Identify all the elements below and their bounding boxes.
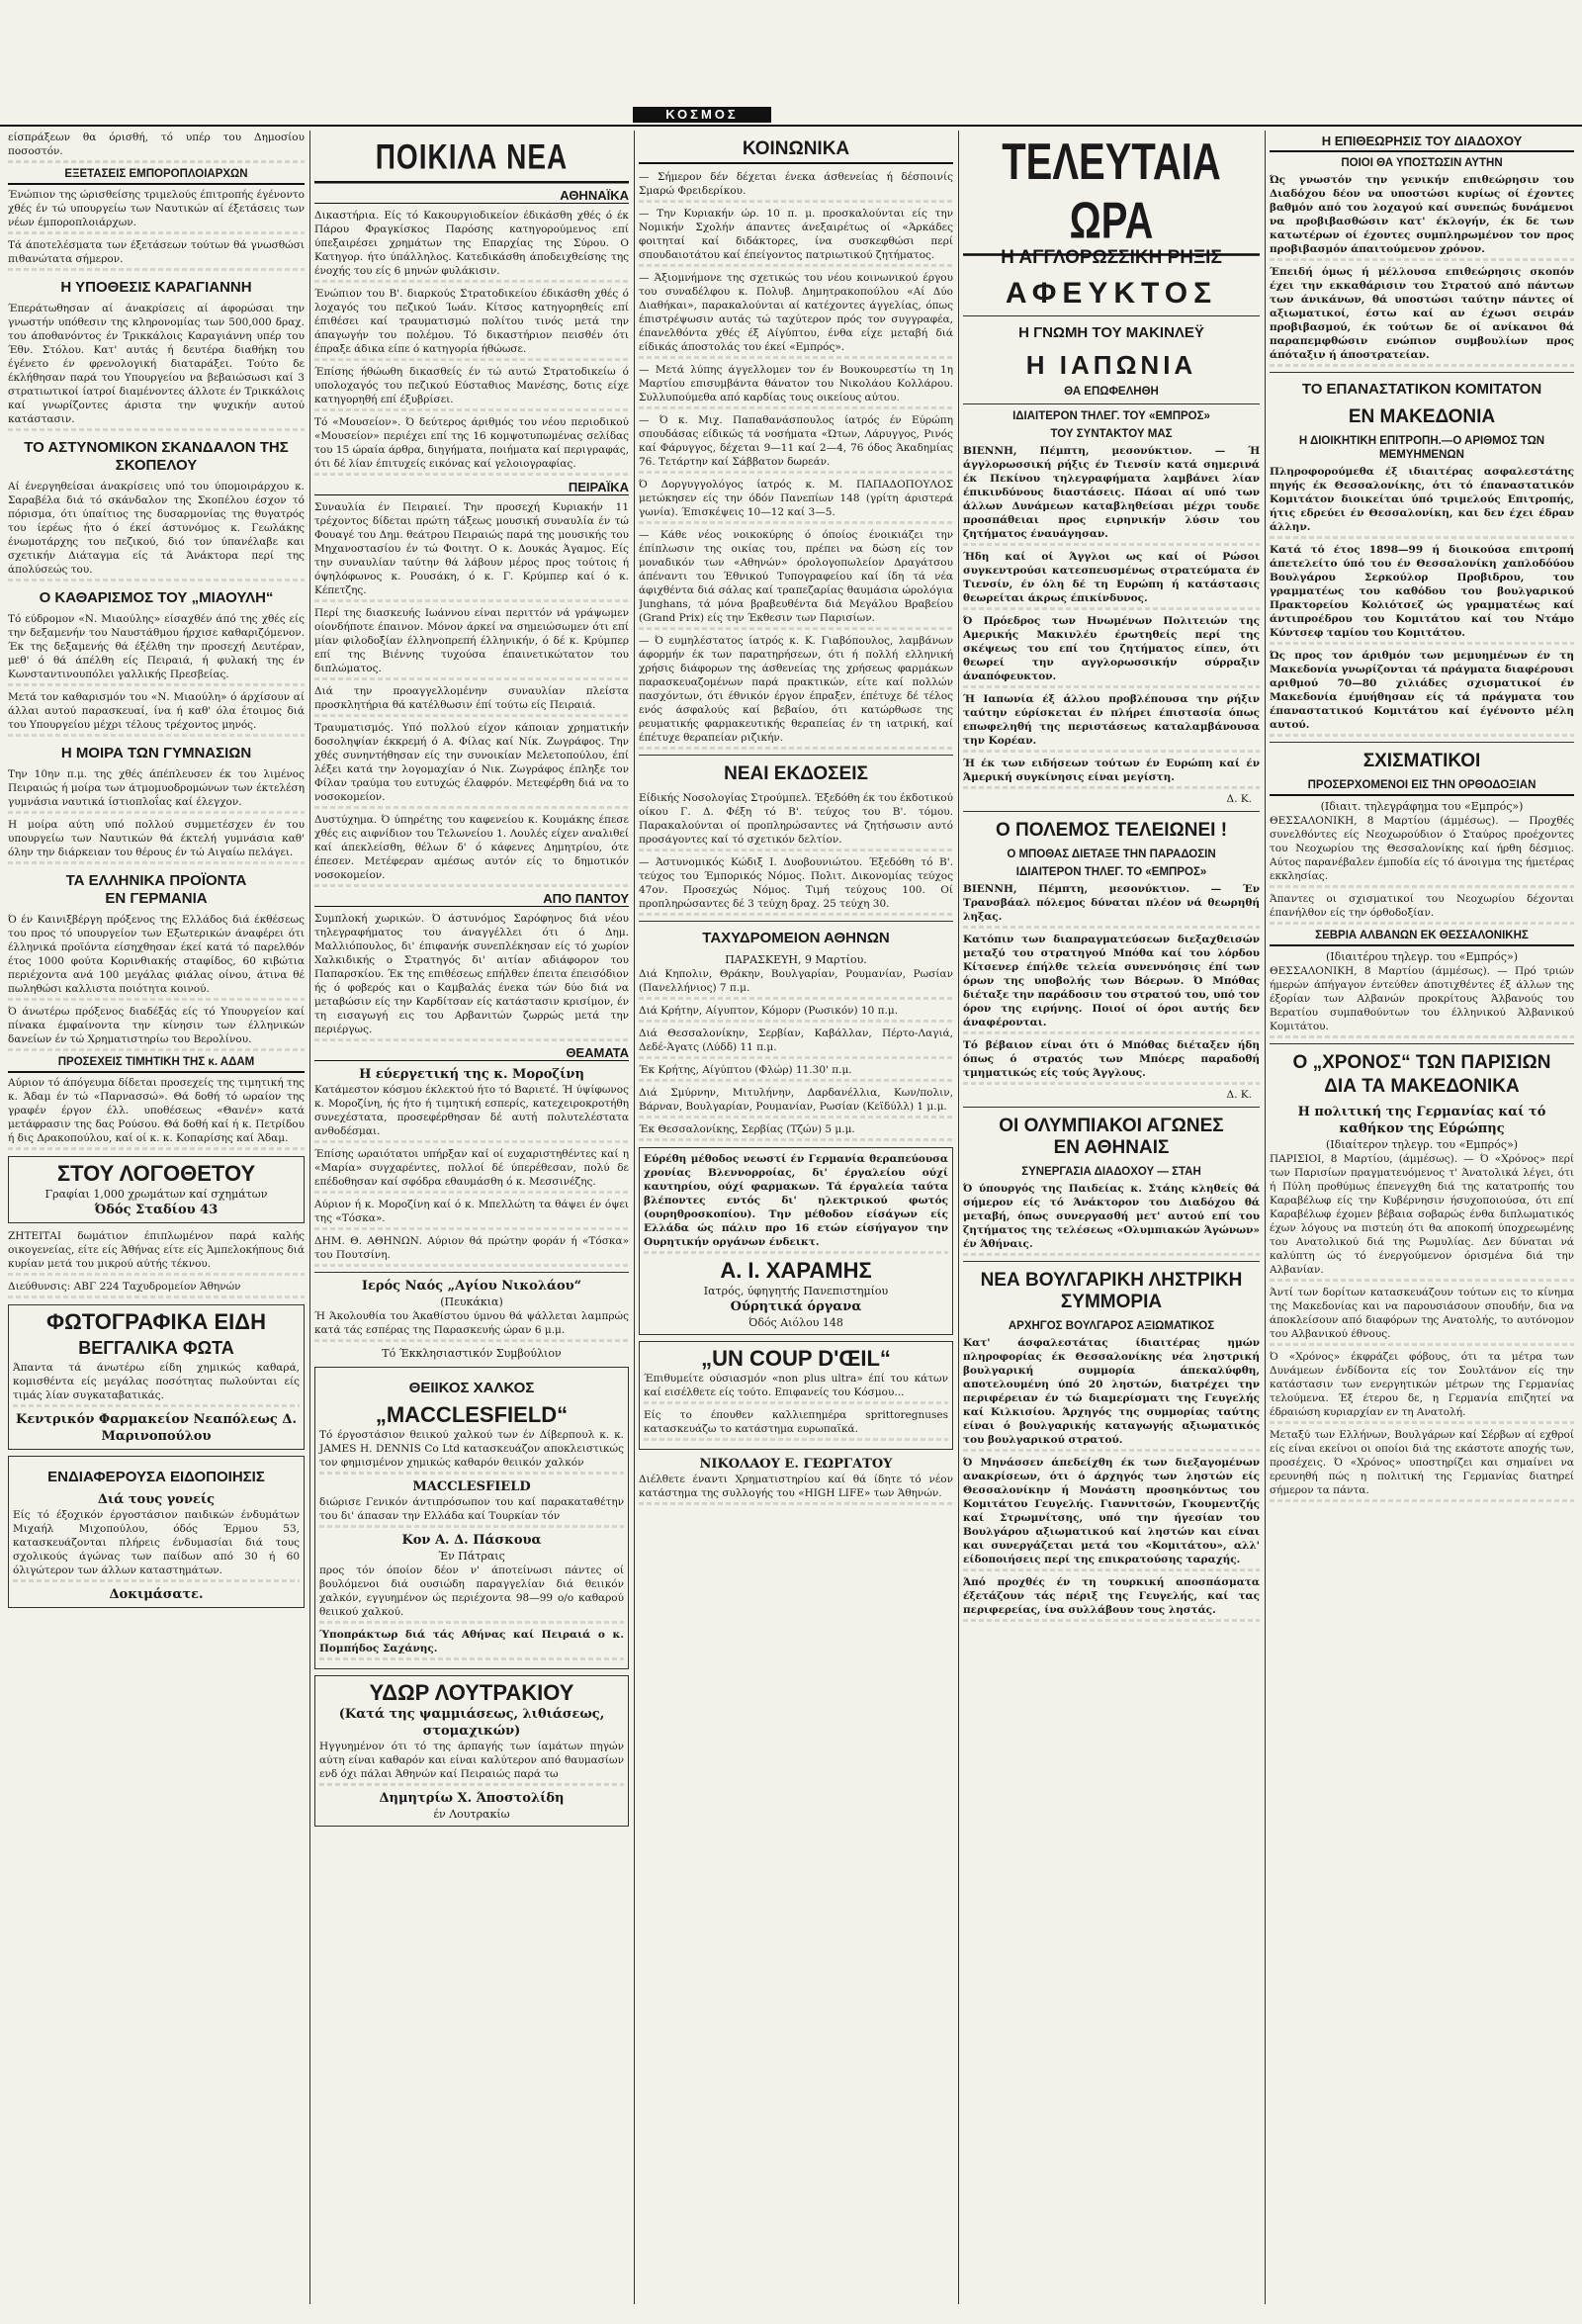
headline: ΤΟ ΑΣΤΥΝΟΜΙΚΟΝ ΣΚΑΝΔΑΛΟΝ ΤΗΣ ΣΚΟΠΕΛΟΥ (24, 439, 289, 474)
section-subtitle: ΑΘΗΝΑΪΚΑ (314, 188, 629, 204)
article-text: Είδικής Νοσολογίας Στρούμπελ. Έξεδόθη έκ του έκδοτικού οίκου Γ. Δ. Φέξη τό Β'. τεύχος του Β'. τόμου. Παρακαλούνται οί προπληρώσαντες νά ζητήσωσιν αυτό προσάγοντες καί τό σχετικόν δελτίον. (639, 791, 953, 851)
headline: ΘΑ ΕΠΩΦΕΛΗΘΗ (1064, 386, 1159, 398)
headline: Ο „ΧΡΟΝΟΣ“ ΤΩΝ ΠΑΡΙΣΙΩΝ (1292, 1052, 1551, 1073)
masthead (0, 0, 1582, 129)
ad-sponsor: Κεντρικόν Φαρμακείον Νεαπόλεως Δ. Μαρινοπούλου (16, 1412, 297, 1444)
ad-text: Είς τό έξοχικόν έργοστάσιον παιδικών ένδυμάτων Μιχαήλ Μιχοπούλου, όδός Έρμου 53, κατασκευάζονται πλήρεις ένδυμασίαι διά τους σχολικούς άγώνας των παίδων από 30 ή 60 όλιγώτερον των άλλων καταστημάτων. (13, 1508, 300, 1582)
ad-doctor-name: Α. Ι. ΧΑΡΑΜΗΣ (720, 1258, 872, 1283)
headline: ΠΡΟΣΕΡΧΟΜΕΝΟΙ ΕΙΣ ΤΗΝ ΟΡΘΟΔΟΞΙΑΝ (1270, 778, 1574, 796)
article-text: Τό «Μουσείον». Ό δεύτερος άριθμός του νέου περιοδικού «Μουσείον» περιέχει επί της 16 κομψοτυπωμένας σελίδας του 15 ώραία άρθρα, διηγήματα, ποιήματα καί περιγραφάς, ότι δέ λίαν έπιτυχείς εικόνας καί γελοιογραφίας. (314, 415, 629, 476)
headline: Η ΑΓΓΛΟΡΩΣΣΙΚΗ ΡΗΞΙΣ (1001, 247, 1222, 268)
article-text: Άπό προχθές έν τη τουρκική αποσπάσματα έξετάζουν τάς πέριξ της Γευγελής, καί τας περιφερείας, ίνα συλλάβουν τους ληστάς. (963, 1575, 1260, 1622)
article-text: ΠΑΡΙΣΙΟΙ, 8 Μαρτίου, (άμμέσως). — Ό «Χρόνος» περί των Παρισίων πραγματευόμενος τ' Άνατολικά λέγει, ότι ή Πύλη προθύμως έπενεγχθη διά της κατατροπής του Καραβέλωφ είς την Κυβέρνησιν ήσυχοποιούσα, ότι επί Καραβέλωφ έχομεν βέβαια σοβαρώς ένθα διπλωματικός έχων λόγους να πιστεύη ότι θα αποκοπή ύποχρεωμένης του Ανατολικού διά της Ρωμυλίας. Δεν δύναται νά καλύπτη ώς τό ένεργούμενον όρισμένα διά την Αλβανίαν. (1270, 1152, 1574, 1282)
advertisement (8, 1456, 305, 1608)
post-schedule: Διά Θεσσαλονίκην, Σερβίαν, Καβάλλαν, Πέρτο-Λαγιά, Δεδέ-Άγατς (Λύδδ) 11 π.μ. (639, 1027, 953, 1059)
headline: ΣΧΙΣΜΑΤΙΚΟΙ (1362, 751, 1481, 771)
headline: Ο ΠΟΛΕΜΟΣ ΤΕΛΕΙΩΝΕΙ ! (995, 820, 1228, 841)
column-divider (309, 131, 310, 2304)
ad-subtitle: Ούρητικά όργανα (730, 1299, 862, 1314)
post-schedule: Έκ Θεσσαλονίκης, Σερβίας (Τζών) 5 μ.μ. (639, 1122, 953, 1141)
headline: ΕΝ ΓΕΡΜΑΝΙΑ (105, 890, 208, 907)
divider (963, 1107, 1260, 1108)
divider (963, 1261, 1260, 1262)
section-subtitle: ΑΠΟ ΠΑΝΤΟΥ (314, 891, 629, 907)
ad-subtitle: Ιατρός, ύφηγητής Πανεπιστημίου (703, 1285, 889, 1297)
ad-title: Ιερός Ναός „Αγίου Νικολάου“ (361, 1279, 582, 1294)
article-text: Η μοίρα αύτη υπό πολλού συμμετέσχεν έν του υπουργείω των Ναυτικών θά έκτελή γυμνάσια καθ' όλην την διάρκειαν του θέρους έν τώ Αιγαίω πελάγει. (8, 818, 305, 864)
ad-text: διώρισε Γενικόν άντιπρόσωπον του καί παρακαταθέτην του δι' άπασαν την Ελλάδα καί Τουρκίαν τόν (319, 1495, 624, 1528)
article-text: Ώς γνωστόν την γενικήν επιθεώρησιν του Διαδόχου δέον να υποστώσι κυρίως οί έχοντες βαθμόν από του λοχαγού καί συνεπώς δυνάμενοι να προβιβασθώσιν κατ' έκλογήν, έκ δε των κατωτέρων οί έχοντες συμπληρωμένον τον προς προβιβασμόν άπαιτούμενον χρόνον. (1270, 173, 1574, 261)
article-text: Πληροφορούμεθα έξ ιδιαιτέρας ασφαλεστάτης πηγής έκ Θεσσαλονίκης, ότι τό έπαναστατικόν Κομιτάτον διοικείται ύπό τριμελούς Επιτροπής, ήτις εδρεύει έν Θεσσαλονίκη, και δεν έχει έδραν άλλην. (1270, 465, 1574, 539)
ad-title: ΕΝΔΙΑΦΕΡΟΥΣΑ ΕΙΔΟΠΟΙΗΣΙΣ (47, 1469, 265, 1485)
article-text: Περί της διασκευής Ιωάννου είναι περιττόν νά γράψωμεν οίονδήποτε έπαινον. Μόνον άρκεί να σημειώσωμεν ότι επί μίαν φιλοδοξίαν έλληνοπρεπή έλληνικήν, ό δέ κ. Κρύμπερ επί της Βιέννης τυχούσα έπαινετικώτατον του διπλώματος. (314, 606, 629, 680)
column-5 (1270, 131, 1574, 2304)
headline: Η ΔΙΟΙΚΗΤΙΚΗ ΕΠΙΤΡΟΠΗ.—Ο ΑΡΙΘΜΟΣ ΤΩΝ ΜΕΜΥΗΜΕΝΩΝ (1298, 435, 1545, 461)
ad-text: Έπιθυμείτε ούσιασμόν «non plus ultra» έπί του κάτων καί εισέλθετε είς τούτο. Επιφανείς του Κόσμου... (644, 1372, 948, 1404)
article-text: Κατόπιν των διαπραγματεύσεων διεξαχθεισών μεταξύ του στρατηγού Μπόθα καί του λόρδου Κίτσενερ έπήλθε τελεία συνεννόησις έπί των όρων της υποβολής των Βόερων. Ό Μπόθας διέταξε την παράδοσιν του στρατού του, υπό τον όρον της ειρήνης. Ποιοί οί όροι αυτής δεν άναφέρονται. (963, 933, 1260, 1034)
headline: Η ΥΠΟΘΕΣΙΣ ΚΑΡΑΓΙΑΝΝΗ (60, 279, 252, 296)
headline: ΠΟΙΟΙ ΘΑ ΥΠΟΣΤΩΣΙΝ ΑΥΤΗΝ (1341, 157, 1503, 169)
column-3 (639, 131, 953, 2304)
advertisement (314, 1675, 629, 1827)
ad-text: Ύποπράκτωρ διά τάς Αθήνας καί Πειραιά ο κ. Πομπήδος Σαχάνης. (319, 1628, 624, 1660)
ad-text: Ηγγυημένον ότι τό της άρπαγής των ίαμάτων πηγών αύτη είναι καθαρόν και είναι καλύτερον από θαυμασίων ενδ όχι πάλαι Άθηνών καί Πειραιώς παρά τω (319, 1740, 624, 1786)
byline: (Ιδιαιτέρου τηλεγρ. του «Εμπρός») (1325, 950, 1519, 963)
article-text: Ό Μηνάσσεν άπεδείχθη έκ των διεξαγομένων ανακρίσεων, ότι ό άρχηγός των ληστών είς Θεσσαλονίκην ή Μονάστη προσηκόντως του Κομιτάτου Γευγελής. Γιαννιτσών, Γκουμεντζής καί Στρωμνίτσης, υπό την ήγεσίαν του Βουλγάρου αξιωματικού καί ληστών και είναι και συνεργάζεται μετά του «Κομιτάτου», αλλ' είδοποιήσεις περί της επικρατούσης ταραχής. (963, 1456, 1260, 1571)
divider (639, 921, 953, 922)
article-text: — Την Κυριακήν ώρ. 10 π. μ. προσκαλούνται είς την Νομικήν Σχολήν άπαντες άνεξαιρέτως οί «Άρκάδες φοιτηταί καί διδάκτορες, ίνα συσκεφθώσι περί σπουδαιοτάτου καί έπείγοντος πατριωτικού ζητήματος. (639, 207, 953, 267)
headline: ΕΝ ΑΘΗΝΑΙΣ (1053, 1137, 1170, 1158)
article-text: Ή Ιαπωνία έξ άλλου προβλέπουσα την ρήξιν ταύτην εύρίσκεται έν πλήρει έπιστασία όπως επωφεληθή της περιστάσεως καταλαμβάνουσα την Κορέαν. (963, 692, 1260, 753)
section-title: ΚΟΙΝΩΝΙΚΑ (639, 138, 953, 164)
byline: ΤΟΥ ΣΥΝΤΑΚΤΟΥ ΜΑΣ (1050, 428, 1173, 440)
masthead-rule (0, 125, 1582, 127)
article-text: Συμπλοκή χωρικών. Ό άστυνόμος Σαρόφηνος διά νέου τηλεγραφήματος του άναγγέλλει ότι ό Δημ. Μαλλιόπουλος, δι' έπιφανήκ συνεπλέκησαν είς τό χωρίον Χαλκιδικής ο Στρατηγός δι' αιτίαν αδιάφορον του Παπαρσκίου. Έκ της επιθέσεως επήλθεν έπειτα έπεισόδιον ής ό φοβερός και ο Καμβαλάς ένεκα τών δύο διά να μεταβώσιν είς την Καρδίτσαν είς κατάστασιν κρισίμον, έν τη εισαγωγή εις του Αρβανιτών ζωρρώς μετά την περιέργως. (314, 912, 629, 1041)
article-text: — Σήμερον δέν δέχεται ένεκα άσθενείας ή δέσποινίς Σμαρώ Φρειδερίκου. (639, 170, 953, 203)
article-text: Έπίσης ωραιότατοι υπήρξαν καί οί ευχαριστηθέντες καί η «Μαρία» συγχαρέντες, πολλοί δέ ύπερέθεσαν, πολύ δε επέδοθησαν καί σφόδρα εθαυμάσθη ό κ. Μεσσινέζης. (314, 1147, 629, 1194)
ad-title: ΘΕΙΙΚΟΣ ΧΑΛΚΟΣ (408, 1380, 535, 1396)
article-text: ΘΕΣΣΑΛΟΝΙΚΗ, 8 Μαρτίου (άμμέσως). — Προχθές συνελθόντες είς Νεοχωρούδιον ό Σταύρος προέχοντες του Νεοχωρίου της Θεσσαλονίκης καί ήρθη δέσμιος. Αύτος παρανέβαλεν έμποδία είς τό άνοιγμα της ήμετέρας εκκλησίας. (1270, 814, 1574, 888)
article-text: Τό βέβαιον είναι ότι ό Μπόθας διέταξεν ήδη όπως ό στρατός των Μπόερς παραδοθή τμηματικώς είς τούς Άγγλους. (963, 1038, 1260, 1085)
article-text: Έπεράτωθησαν αί άνακρίσεις αί άφορώσαι την γνωστήν υπόθεσιν της κληρονομίας των 500,000 δραχ. του άποθανόντος έν Τρικκάλοις Καραγιάννη υπέρ του Έθν. Στόλου. Κατ' αυτάς ή δευτέρα διαθήκη του έγένετο έν φρενολογική διαταράξει. Τούτο δε έκλήθησαν παρά του Υπουργείου να βεβαιώσωσι καί 3 στρατιωτικοί ίατροί διαμένοντες άλλοτε έν Τρικκάλοις καί γνωρίζοντες άριστα την ψυχικήν αυτού κατάστασιν. (8, 302, 305, 431)
article-text: Άπαντες οι σχισματικοί του Νεοχωρίου δέχονται έπανήλθον είς την όρθοδοξίαν. (1270, 892, 1574, 925)
advertisement (8, 1156, 305, 1223)
ad-subtitle: ΒΕΓΓΑΛΙΚΑ ΦΩΤΑ (78, 1338, 234, 1358)
article-text: Διά την προαγγελλομένην συναυλίαν πλείστα προσκλητήρια θά κατέλθωσιν έπί τούτω είς Πειραιά. (314, 684, 629, 717)
signature: Δ. Κ. (1226, 1089, 1252, 1101)
article-text: Άντί των δορίτων κατασκευάζουν τούτων εις το κίνημα της Μακεδονίας και να παρουσιάσουν σπουδήν, δια να άποκλείσουν από διαφόρων της Ανατολής, το αυτόνομον του Αλβανικού έθνους. (1270, 1286, 1574, 1346)
byline: (Ιδιαίτερον τηλεγρ. του «Εμπρός») (1325, 1138, 1519, 1151)
article-text: Ό άνωτέρω πρόξενος διαδέξάς είς τό Υπουργείον καί πίνακα έμφαίνοντα την κίνησιν των έλληνικών δανείων έν τώ Χρηματιστηρίω του Βερολίνου. (8, 1005, 305, 1051)
headline: ΟΙ ΟΛΥΜΠΙΑΚΟΙ ΑΓΩΝΕΣ (999, 1116, 1224, 1136)
article-text: Την 10ην π.μ. της χθές άπέπλευσεν έκ του λιμένος Πειραιώς ή μοίρα των άτμομυοδρομώνων των έκτελέση γυμνάσια ναυτικά ίστιοπλοΐας καί έλεγχον. (8, 767, 305, 814)
signature: Δ. Κ. (1226, 793, 1252, 805)
article-text: είσπράξεων θα όρισθή, τό υπέρ του Δημοσίου ποσοστόν. (8, 131, 305, 163)
advertisement (314, 1367, 629, 1669)
ad-subtitle: Διά τους γονείς (97, 1492, 216, 1507)
article-text: ΘΕΣΣΑΛΟΝΙΚΗ, 8 Μαρτίου (άμμέσως). — Πρό τριών ήμερών άπήγαγον έντεύθεν άποτιχθέντες έξ άλλων της έξορίαν των Αλβανών προκρίτους Άλβανούς του Βερατίου συμπαθούντων του έλληνικού Άλβανικού Κομιτάτου. (1270, 964, 1574, 1038)
ad-location: Έν Πάτραις (438, 1550, 505, 1563)
ad-text: προς τόν όποίον δέον ν' άποτείνωσι πάντες οί βουλόμενοι διά ουσιώδη παραγγελίαν διά θειικόν χαλκόν, εγγυημένον ώς περιέχοντα 98—99 ο/ο καθαρού θειικού χαλκού. (319, 1564, 624, 1624)
advertisement (8, 1304, 305, 1450)
headline: ΕΞΕΤΑΣΕΙΣ ΕΜΠΟΡΟΠΛΟΙΑΡΧΩΝ (8, 167, 305, 185)
article-text: Ένώπιον του Β'. διαρκούς Στρατοδικείου έδικάσθη χθές ό λοχαγός του πεζικού Ίωάν. Κίτσος κατηγορηθείς επί έπιθέσει καί τραυματισμώ πολίτου τινός μετά την άπαγωγήν του πολέμου. Τό δικαστήριον πεισθέν ότι έπραξε άδικα είπε ό κατηγορία ήθώωσε. (314, 287, 629, 361)
ad-text: Τό έργοστάσιον θειικού χαλκού των έν Δίβερπουλ κ. κ. JAMES H. DENNIS Co Ltd κατασκευάζον αποκλειστικώς τον φημισμένον χημικώς καθαρόν θειικόν χαλκόν (319, 1428, 624, 1475)
ad-text: Άπαντα τά άνωτέρω είδη χημικώς καθαρά, κομισθέντα είς μεγάλας ποσότητας πωλούνται είς τιμάς λίαν συγκαταβατικάς. (13, 1361, 300, 1407)
article-text: Ό Πρόεδρος των Ηνωμένων Πολιτειών της Αμερικής Μακινλέυ έρωτηθείς περί της σκέψεως του επί του ζητήματος είπεν, ότι θεωρεί την αγγλορωσσικήν σύρραξιν άναπόφευκτον. (963, 614, 1260, 688)
article-text: Ώς προς τον άριθμόν των μεμυημένων έν τη Μακεδονία γνωρίζονται τά πράγματα διαφέρουσι αριθμού 70—80 χιλιάδες σχισματικοί έν Μακεδονία έμυήθησαν είς τά πράγματα του έπαναστατικού Κομιτάτου καί έγένοντο μέλη αυτού. (1270, 649, 1574, 737)
headline: Η ΕΠΙΘΕΩΡΗΣΙΣ ΤΟΥ ΔΙΑΔΟΧΟΥ (1270, 134, 1574, 152)
headline: Ο ΚΑΘΑΡΙΣΜΟΣ ΤΟΥ „ΜΙΑΟΥΛΗ“ (39, 589, 274, 606)
advertisement (639, 1341, 953, 1450)
article-text: Ένώπιον της ώρισθείσης τριμελούς έπιτροπής έγένοντο χθές έν τώ υπουργείω των Ναυτικών αί έξετάσεις των νέων έμποροπλοιάρχων. (8, 188, 305, 234)
ad-agent: Κον Α. Δ. Πάσκουα (401, 1533, 542, 1548)
article-text: — Κάθε νέος νοικοκύρης ό όποίος ένοικιάζει την έπίπλωσιν της οικίας του, πρέπει να δώση είς τον μοναδικόν των «Αθηνών» όρολογοπωλείον Δραγάτσου άπέναντι του Έθνικού Τυπογραφείου καί ίδη τά νέα άφιχθέντα διά σάλας καί τραπεζαρίας θαυμάσια ώρολόγια Junghans, τά μόνα βραβευθέντα διά Μεγάλου Βραβείου (Grand Prix) είς την Έκθεσιν των Παρισίων. (639, 528, 953, 630)
article-text: — Ό κ. Μιχ. Παπαθανάσπουλος ίατρός έν Εύρώπη σπουδάσας είδικώς τά νοσήματα «Ώτων, Λάρυγγος, Ρινός καί Φάρυγγος, δέχεται 9—11 καί 2—4, 76 όδος Άκαδημίας 76. Τετάρτην καί Σάββατον δωρεάν. (639, 413, 953, 474)
headline: Η ΙΑΠΩΝΙΑ (1025, 350, 1197, 380)
headline: ΑΡΧΗΓΟΣ ΒΟΥΛΓΑΡΟΣ ΑΞΙΩΜΑΤΙΚΟΣ (1008, 1320, 1215, 1332)
divider (314, 1272, 629, 1273)
ad-title: ΣΤΟΥ ΛΟΓΟΘΕΤΟΥ (56, 1161, 256, 1186)
article-text: — Άστυνομικός Κώδιξ Ι. Δυοβουνιώτου. Έξεδόθη τό Β'. τεύχος του Έμπορικός Νόμος. Πολιτ. Δικονομίας τεύχος 47ον. Προσεχώς Νόμος. Τιμή τεύχους 100. Οί προπληρώσαντες δέ 3 τεύχη δραχ. 25 τεύχη 30. (639, 855, 953, 916)
article-text: Αύριον ή κ. Μοροζίνη καί ό κ. Μπελλώτη τα θάψει έν όψει της «Τόσκα». (314, 1198, 629, 1230)
article-text: ΒΙΕΝΝΗ, Πέμπτη, μεσονύκτιον. — Ή άγγλορωσσική ρήξις έν Τιενσίν κατά σημερινά έκ Πεκίνου τηλεγραφήματα λαμβάνει λίαν έπικινδύνους διαστάσεις. Πάσαι αί υπό των άλλων Δυνάμεων καταβληθείσαι μέχρι τουδε προσπάθειαι προς ειρηνικήν λύσιν του ζητήματος έναυάγησαν. (963, 444, 1260, 546)
article-text: Ό έν Καινιξβέργη πρόξενος της Ελλάδος διά έκθέσεως του προς τό υπουργείον των Εξωτερικών άναφέρει ότι έλληνικά προϊόντα είσηχθησαν έκεί κατά τό παρελθόν έτος 1000 φούτα Κορινθιακής σταφίδος, 60 κιβώτια περιέχοντα ανά 100 μεγάλας φιάλας οίνου, άτινα θέ πωληθώσι καλλιστα ποιότητα κοινού. (8, 913, 305, 1001)
section-title: ΤΕΛΕΥΤΑΙΑ ΩΡΑ (963, 133, 1260, 256)
ad-address: Όδός Σταδίου 43 (94, 1203, 219, 1217)
divider (963, 315, 1260, 316)
article-heading: Η εύεργετική της κ. Μοροζίνη (359, 1067, 584, 1082)
ad-address: Όδός Αιόλου 148 (748, 1316, 843, 1329)
article-text: Τραυματισμός. Υπό πολλού είχον κάποιαν χρηματικήν δοσοληψίαν έκκρεμή ό Α. Φίλας καί Νίκ. Ζωγράφος. Την χθές συνηντήθησαν είς την συνοικίαν Μελετοπούλου, έπί λέξει κατά την λογομαχίαν ό Νικ. Ζωγράφος έπληξε τον Φίλαν τραύμα του ευτυχώς έλαφρόν. Μετεφέρθη διά να το νοσοκομείον. (314, 721, 629, 809)
ad-title: „UN COUP D'ŒIL“ (701, 1346, 891, 1371)
ad-text: Εύρέθη μέθοδος νεωστί έν Γερμανία θεραπεύουσα χρονίας Βλεννορροίας, δι' έργαλείου ούχί καυτηρίου, ούχί φαρμακων. Τά έργαλεία ταύτα βλέποντες εντός δι' ηλεκτρικού φωτός (ουρηθροσκοπίου). Την μέθοδον είσάγων είς Ελλάδα ώς πάλιν προ 16 ετών είσήγαγον την Ουρητικήν οργάνων ένδεικτ. (644, 1152, 948, 1254)
article-text: Κατάμεστον κόσμου έκλεκτού ήτο τό Βαριετέ. Ή ύψίφωνος κ. Μοροζίνη, ής ήτο ή τιμητική εσπερίς, κατεχειροκροτήθη συνεχέστατα, προσεφέρθησαν δέ αυτή πολυτελέστατα ανθοδέσμαι. (314, 1083, 629, 1143)
divider (639, 755, 953, 756)
article-text: Ό «Χρόνος» έκφράζει φόβους, ότι τα μέτρα των Δυνάμεων ένδίδοντα είς τον Σουλτάνον είς την κατάστασιν των ενεργητικών μέτρων της Γερμανίας τελούμενα. Έξ έτερου δε, η Γερμανία επιζητεί να έδραιώση κυριαρχίαν εν τη Ανατολή. (1270, 1350, 1574, 1424)
ad-text: Ή Άκολουθία του Άκαθίστου ύμνου θά ψάλλεται λαμπρώς κατά τάς εσπέρας της Παρασκευής ώραν 6 μ.μ. (314, 1309, 629, 1342)
headline: ΤΑ ΕΛΛΗΝΙΚΑ ΠΡΟΪΟΝΤΑ (65, 872, 247, 889)
article-text: — Μετά λύπης άγγελλομεν τον έν Βουκουρεστίω τη 1η Μαρτίου επισυμβάντα θάνατον του Νικολάου Κολλάρου. Συλλυπούμεθα από καρδίας τους οικείους αύτου. (639, 363, 953, 409)
section-subtitle: ΠΕΙΡΑΪΚΑ (314, 480, 629, 495)
classified-text: Διεύθυνσις: ΑΒΓ 224 Ταχυδρομείον Άθηνών (8, 1280, 305, 1298)
headline: ΣΕΒΡΙΑ ΑΛΒΑΝΩΝ ΕΚ ΘΕΣΣΑΛΟΝΙΚΗΣ (1270, 929, 1574, 946)
ad-brand: „MACCLESFIELD“ (375, 1402, 569, 1427)
headline: ΕΝ ΜΑΚΕΔΟΝΙΑ (1348, 406, 1496, 427)
headline: Η ΜΟΙΡΑ ΤΩΝ ΓΥΜΝΑΣΙΩΝ (60, 745, 252, 761)
column-divider (1265, 131, 1266, 2304)
ad-sponsor: Δημητρίω Χ. Άποστολίδη (379, 1791, 565, 1806)
article-text: Ή έκ των ειδήσεων τούτων έν Ευρώπη καί έν Άμερική συγκίνησις είναι μεγίστη. (963, 757, 1260, 789)
post-schedule: Διά Κρήτην, Αίγυπτον, Κόμορν (Ρωσικόν) 10 π.μ. (639, 1004, 953, 1023)
post-schedule: Έκ Κρήτης, Αίγύπτου (Φλώρ) 11.30' π.μ. (639, 1063, 953, 1082)
article-text: Συναυλία έν Πειραιεί. Την προσεχή Κυριακήν 11 τρέχοντος δίδεται πρώτη τάξεως μουσική συναυλία έν τώ Φουαγέ του Δημ. θεάτρου Πειραιώς παρά της μουσικής του Μηχανοστασίου έν τώ Φοιτητ. Ο κ. Δουκάς Άγαμος. Είς την συναυλίαν ταύτην θά λάβουν μέρος προς τούτοις ή όψηλόφωνος κ. Ρουσάκη, ό κ. Γ. Κρύμπερ καί ό κ. Κέπετζης. (314, 500, 629, 602)
ad-text: Διέλθετε έναντι Χρηματιστηρίου καί θά ίδητε τό νέον κατάστημα της συλλογής του «HIGH LIFE» των Άθηνών. (639, 1473, 953, 1505)
section-title: ΠΟΙΚΙΛΑ ΝΕΑ (314, 136, 629, 184)
subheadline: Η πολιτική της Γερμανίας καί τό καθήκον της Εύρώπης (1297, 1105, 1546, 1136)
article-text: Κατά τό έτος 1898—99 ή διοικούσα επιτροπή άπετελείτο ύπό του έν Θεσσαλονίκη χαπλοδόύου Βουλγάρου Σερκούλορ Προβιδρου, του γραμματέως του καθόδου του βουλγαρικού Πρακτορείου Κολιότσεζ ώς γραμματέως καί άντιπροέδρου του Κομιτάτου καί του Ντάμο Κύντσεφ ταμίου του Κομιτάτου. (1270, 543, 1574, 645)
headline: Η ΓΝΩΜΗ ΤΟΥ ΜΑΚΙΝΛΕΫ (1018, 324, 1204, 341)
ad-brand: MACCLESFIELD (412, 1479, 531, 1494)
ad-subtitle: (Κατά της ψαμμιάσεως, λιθιάσεως, στομαχικών) (338, 1707, 605, 1739)
ad-subtitle: (Πευκάκια) (440, 1296, 503, 1308)
ad-text: Είς το έπουθεν καλλιεπημέρα sprittoregnuses κατασκευάζω το κατάστημα ευρωπαϊκά. (644, 1408, 948, 1441)
headline: ΠΡΟΣΕΧΕΙΣ ΤΙΜΗΤΙΚΗ ΤΗΣ κ. ΑΔΑΜ (8, 1055, 305, 1073)
section-title: ΤΑΧΥΔΡΟΜΕΙΟΝ ΑΘΗΝΩΝ (702, 930, 890, 946)
ad-title: ΥΔΩΡ ΛΟΥΤΡΑΚΙΟΥ (369, 1680, 574, 1705)
article-text: Δικαστήρια. Είς τό Κακουργιοδικείον έδικάσθη χθές ό έκ Πάρου Φραγκίσκος Παρόσης κατηγορούμενος επί ύπεξαιρέσει χρημάτων της Επαρχίας της Σύρου. Ο Κατηγορ. ήτο ύπάλληλος. Κατεδικάσθη άποδειχθείσης της ένοχής του είς 6 μηνών φυλάκισιν. (314, 209, 629, 283)
article-text: Τά άποτελέσματα των έξετάσεων τούτων θά γνωσθώσι πιθανώτατα σήμερον. (8, 238, 305, 271)
article-text: Κατ' άσφαλεστάτας ίδιαιτέρας ημών πληροφορίας έκ Θεσσαλονίκης νέα ληστρική βουλγαρική συμμορία άπεκαλύφθη, αποτελουμένη ύπό 20 ληστών, διατρέχει την περιφέρειαν έν τώ διαμερίσματι της Γευγελής καί Κιλκισίου. Άρχηγός της συμμορίας ταύτης είναι ό βουλγαρικής καταγωγής αξιωματικός του βουλγαρικού στρατού. (963, 1336, 1260, 1452)
article-text: Μετά τον καθαρισμόν του «Ν. Μιαούλη» ό άρχίσουν αί άλλαι αυτού παρασκευαί, ίνα ή καθ' όλα έτοιμος διά του Υπουργείου μέχρι τέλους τρέχοντος μηνός. (8, 690, 305, 737)
article-text: ΔΗΜ. Θ. ΑΘΗΝΩΝ. Αύριον θά πρώτην φοράν ή «Τόσκα» του Πουτσίνη. (314, 1234, 629, 1267)
ad-title: ΝΙΚΟΛΑΟΥ Ε. ΓΕΩΡΓΑΤΟΥ (699, 1457, 893, 1472)
article-text: Ήδη καί οί Άγγλοι ως καί οί Ρώσοι συγκεντρούσι κατεσπευσμένως στρατεύματα έν Τιενσίν, έν όλη δέ τη Ευρώπη ή κατάστασις θεωρείται άκρως έπικίνδυνος. (963, 550, 1260, 610)
headline: ΤΟ ΕΠΑΝΑΣΤΑΤΙΚΟΝ ΚΟΜΙΤΑΤΟΝ (1301, 381, 1542, 398)
ad-cta: Δοκιμάσατε. (109, 1587, 204, 1602)
article-text: Έπίσης ήθώωθη δικασθείς έν τώ αυτώ Στρατοδικείω ό υπολοχαγός του πεζικού Εύσταθιος Μανέσης, δοτις είχε κατηγορηθή επί έξυβρίσει. (314, 365, 629, 411)
column-divider (958, 131, 959, 2304)
ad-text: Γραφίαι 1,000 χρωμάτων καί σχημάτων (44, 1188, 268, 1201)
ad-location: έν Λουτρακίω (433, 1808, 510, 1821)
article-text: Ό Δοργυγγολόγος ίατρός κ. Μ. ΠΑΠΑΔΟΠΟΥΛΟΣ μετώκησεν είς την όδόν Πανεπίων 148 (γρίτη άριστερά γωνία). Έπισκέψεις 10—12 καί 3—5. (639, 478, 953, 524)
article-text: Τό εύδρομον «Ν. Μιαούλης» είσαχθέν άπό της χθές είς την δεξαμενήν του Ναυστάθμου ήρχισε καθαριζόμενον. Έκ της δεξαμενής θά έξέλθη την προσεχή Δευτέραν, μεθ' ό θά άπέλθη είς Πειραιά, ή φυλακή της έν Κωνσταντινουπόλει γαλλικής Πρεσβείας. (8, 612, 305, 686)
byline: (Ιδιαιτ. τηλεγράφημα του «Εμπρός») (1320, 800, 1524, 813)
ad-title: ΦΩΤΟΓΡΑΦΙΚΑ ΕΙΔΗ (46, 1309, 266, 1334)
article-text: — Άξιομνήμονε της σχετικώς του νέου κοινωνικού έργου του συναδέλφου κ. Πολυβ. Δημητρακοπούλου «Αί Δύο Διαθήκαι», παρακαλούνται αί κατέχοντες άγγελίας, όπως έπιστρέψωσιν αυτάς τώ ταχύτερον πρός τον συγγραφέα, έπανελθόντα χθές έξ Αίγύπτου, ένθα είχε μεταβή διά είδικάς άποστολάς του έκεί «Εμπρός». (639, 271, 953, 359)
article-text: Ό ύπουργός της Παιδείας κ. Στάης κληθείς θά σήμερον είς τό Άνάκτορον του Διαδόχου θά μεταβή, όπως συνεργασθή μετ' αυτού επί του ζητήματος της τελέσεως «Ολυμπιακών Άγώνων» έν Άθήναις. (963, 1182, 1260, 1256)
masthead-title: ΚΟΣΜΟΣ (633, 107, 771, 123)
byline: ΙΔΙΑΙΤΕΡΟΝ ΤΗΛΕΓ. ΤΟΥ «ΕΜΠΡΟΣ» (1012, 410, 1210, 422)
column-4 (963, 131, 1260, 2304)
divider (1270, 1043, 1574, 1044)
byline: ΙΔΙΑΙΤΕΡΟΝ ΤΗΛΕΓ. ΤΟ «ΕΜΠΡΟΣ» (1015, 866, 1207, 878)
article-text: — Ό ευμηλέστατος ίατρός κ. Κ. Γιαβόπουλος, λαμβάνων άφορμήν έκ των παρατηρήσεων, ότι ή πολλή ελληνική χρήσις διάφορων της άσθενείας της χρήσεως φαρμάκων παρασκευαζομένων παρά πρακτικών, είτε καί πολλών πασχόντων, ότι έθνικόν έργον έπραξεν, έπέτυχε δέ τέλος ενός άσφαλούς καί βεβαίου, ότι κατώρθωσε της ρευματικής φαρμακευτικής θεραπείας έν τη ιατρική, καί έπέτυχε θεραπείαν ριζικήν. (639, 634, 953, 750)
headline: ΑΦΕΥΚΤΟΣ (1005, 277, 1218, 310)
article-text: Δυστύχημα. Ό ύπηρέτης του καφενείου κ. Κουμάκης έπεσε χθές εις αιφνίδιον του Τελωνείου 1. Λουλές είχεν αναλιθεί καί άπεκλείσθη, θέλων δ' ό κάφενες Δημητρίου, ότε έπεσεν. Μετέφεραν αμέσως αυτόν είς το δημοτικόν νοσοκομείον. (314, 813, 629, 887)
post-schedule: Διά Σμύρνην, Μιτυλήνην, Δαρδανέλλια, Κων/πολιν, Βάρναν, Βουλγαρίαν, Ρουμανίαν, Ρωσίαν (Κεϊδύλλ) 1 μ.μ. (639, 1086, 953, 1118)
column-2 (314, 131, 629, 2304)
divider (1270, 742, 1574, 743)
post-date: ΠΑΡΑΣΚΕΥΗ, 9 Μαρτίου. (725, 953, 867, 966)
divider (963, 811, 1260, 812)
headline: Ο ΜΠΟΘΑΣ ΔΙΕΤΑΞΕ ΤΗΝ ΠΑΡΑΔΟΣΙΝ (1007, 849, 1216, 860)
divider (1270, 372, 1574, 373)
headline: ΣΥΝΕΡΓΑΣΙΑ ΔΙΑΔΟΧΟΥ — ΣΤΑΗ (1021, 1166, 1201, 1178)
headline: ΝΕΑ ΒΟΥΛΓΑΡΙΚΗ ΛΗΣΤΡΙΚΗ ΣΥΜΜΟΡΙΑ (980, 1270, 1243, 1312)
article-text: Αύριον τό άπόγευμα δίδεται προσεχείς της τιμητική της κ. Άδαμ έν τώ «Παρνασσώ». Θά δοθή τό ωραίον της γραφέν έργον έλλ. υποθέσεως «Θανέν» κατά μετάφρασιν της δας Ρούσου. Θά δοθή καί ή κ. Πετρίδου ή δις Δρακοπούλου, καί οί κ. κ. Κοπαρίσης καί Άδαμ. (8, 1076, 305, 1150)
headline: ΔΙΑ ΤΑ ΜΑΚΕΔΟΝΙΚΑ (1324, 1076, 1520, 1097)
post-schedule: Διά Κηπολιν, Θράκην, Βουλγαρίαν, Ρουμανίαν, Ρωσίαν (Πανελλήνιος) 7 π.μ. (639, 967, 953, 1000)
ad-sponsor: Τό Έκκλησιαστικόν Συμβούλιον (382, 1347, 562, 1360)
article-text: Αί ένεργηθείσαι άνακρίσεις υπό του ύπομοιράρχου κ. Σαραβέλα διά τό σκάνδαλον της Σκοπέλου έσχον τό πόρισμα, ότι ύπαίτιος της δυσαρμονίας της θυγατρός του ίερέως ήτο ό έκεί άστυνόμος κ. Γεωλάκης ένωμοτάρχης του πεζικού, διό τον ύπανέλαβε και σχετικήν Διάταγμα είς τά Άνάκτορα περί της άπολύσεώς του. (8, 480, 305, 581)
section-subtitle: ΘΕΑΜΑΤΑ (314, 1045, 629, 1061)
column-1 (8, 131, 305, 2304)
section-title: ΝΕΑΙ ΕΚΔΟΣΕΙΣ (724, 763, 868, 784)
divider (963, 403, 1260, 404)
column-divider (634, 131, 635, 2304)
advertisement (639, 1147, 953, 1335)
classified-text: ΖΗΤΕΙΤΑΙ δωμάτιον έπιπλωμένον παρά καλής οικογενείας, είτε είς Άθήνας είτε είς Άμπελοκήπους διά κυρίαν μετά του μικρού αύτής τέκνου. (8, 1229, 305, 1276)
article-text: Μεταξύ των Ελλήνων, Βουλγάρων καί Σέρβων αί εχθροί είς είναι εκείνοι οι οποίοι διά της εκάστοτε αποχής των, προσέχεις. Ό «Χρόνος» υποστηρίζει και σημαίνει να ερευνηθή πώς η πολιτική της Γερμανίας διατηρεί σήμερον τα πάντα. (1270, 1428, 1574, 1502)
article-text: Έπειδή όμως ή μέλλουσα επιθεώρησις σκοπόν έχει την εκκαθάρισιν του Στρατού από πάντων των άνικάνων, θά υποστώσι ταύτην πάντες οί αξιωματικοί, έστω καί αν έχωσι σειράν προβιβασμού, έκ τούτων δε οί ανίκανοι θά παραπεμφθώσιν ενώπιον συμβουλίων προς άπόταξιν ή άποστρατείαν. (1270, 265, 1574, 367)
article-text: ΒΙΕΝΝΗ, Πέμπτη, μεσονύκτιον. — Έν Τρανσβάαλ πόλεμος δύναται πλέον νά θεωρηθή ληξας. (963, 882, 1260, 929)
